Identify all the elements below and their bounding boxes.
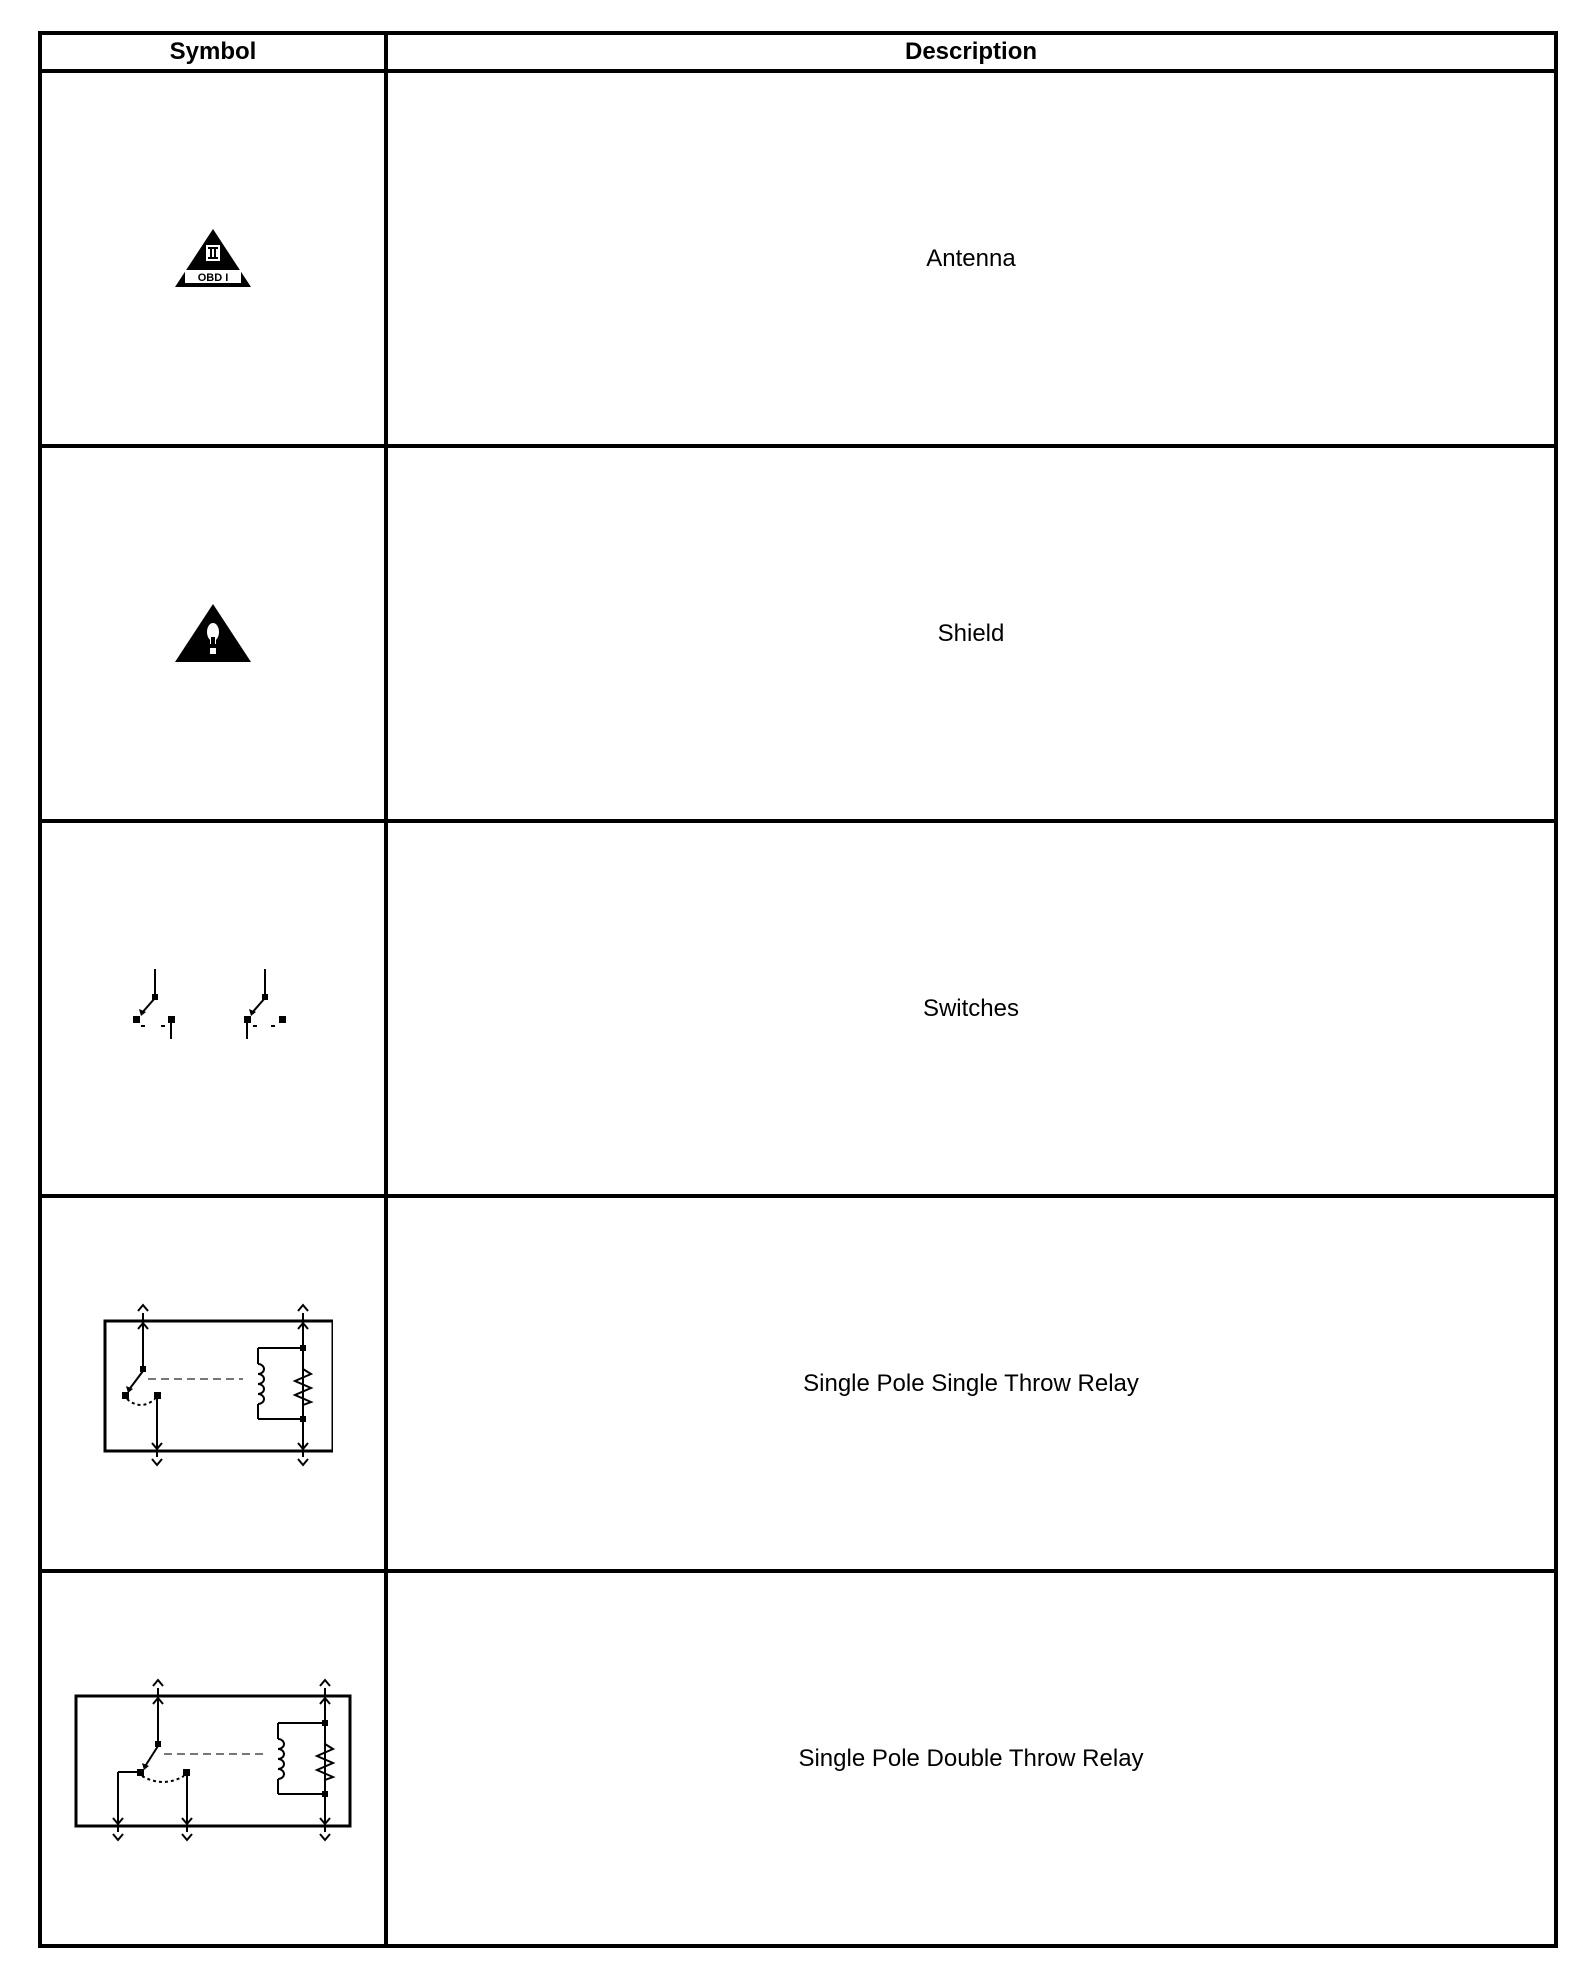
spst-relay-icon [93, 1299, 333, 1469]
header-row [40, 33, 1556, 71]
symbol-cell [40, 1571, 386, 1946]
description-cell: Antenna [386, 71, 1556, 446]
table-row [40, 71, 1556, 446]
obd-ii-warning-triangle-icon [173, 227, 253, 291]
description-cell: Shield [386, 446, 1556, 821]
symbol-column-header: Symbol [40, 33, 386, 71]
symbol-cell [40, 446, 386, 821]
obd-label-text: OBD I [197, 271, 229, 284]
switch-right-icon [244, 969, 286, 1039]
spdt-relay-icon [68, 1674, 358, 1844]
symbol-cell [40, 821, 386, 1196]
description-cell: Switches [386, 821, 1556, 1196]
description-cell: Single Pole Single Throw Relay [386, 1196, 1556, 1571]
symbol-cell [40, 1196, 386, 1571]
exclamation-warning-triangle-icon [173, 602, 253, 666]
switch-left-icon [133, 969, 175, 1039]
switches-icon [113, 964, 313, 1054]
table-row [40, 1571, 1556, 1946]
table-row [40, 446, 1556, 821]
table-row [40, 1196, 1556, 1571]
symbol-legend-table [38, 31, 1558, 1948]
description-column-header: Description [386, 33, 1556, 71]
table-row [40, 821, 1556, 1196]
symbol-cell [40, 71, 386, 446]
description-cell: Single Pole Double Throw Relay [386, 1571, 1556, 1946]
